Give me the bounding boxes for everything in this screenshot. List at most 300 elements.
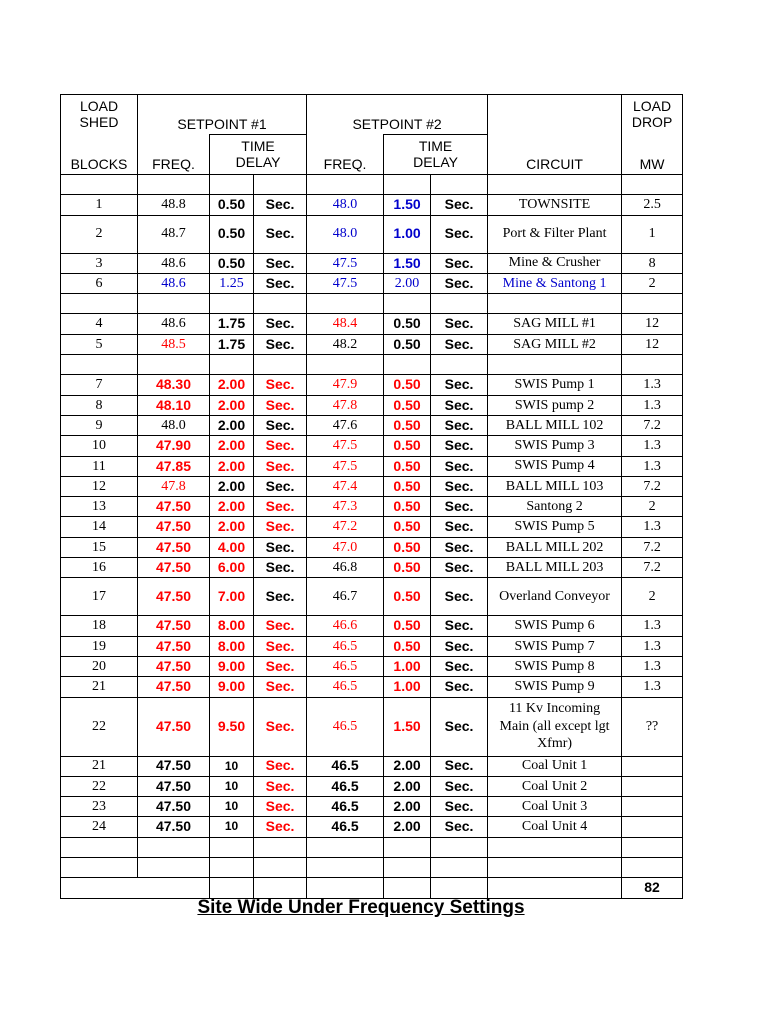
circuit-name: Mine & Crusher xyxy=(488,253,622,273)
table-row xyxy=(61,776,683,796)
setpoint2-delay: 2.00 xyxy=(384,797,431,817)
setpoint1-delay: 9.00 xyxy=(210,656,254,676)
setpoint1-sec: Sec. xyxy=(254,677,307,697)
empty-cell xyxy=(384,837,431,857)
load-drop-mw: 1.3 xyxy=(622,456,683,476)
setpoint2-sec: Sec. xyxy=(431,314,488,334)
load-drop-mw: 7.2 xyxy=(622,558,683,578)
header-freq-2: FREQ. xyxy=(307,135,384,175)
blank-row xyxy=(61,858,683,878)
setpoint2-freq: 47.3 xyxy=(307,497,384,517)
empty-cell xyxy=(307,355,384,375)
setpoint2-freq: 46.5 xyxy=(307,697,384,756)
setpoint1-freq: 47.50 xyxy=(138,776,210,796)
setpoint2-freq: 47.6 xyxy=(307,415,384,435)
circuit-name: BALL MILL 202 xyxy=(488,537,622,557)
empty-cell xyxy=(138,355,210,375)
empty-cell xyxy=(384,175,431,195)
setpoint2-delay: 1.50 xyxy=(384,195,431,215)
setpoint2-delay: 1.50 xyxy=(384,697,431,756)
circuit-name: SWIS Pump 5 xyxy=(488,517,622,537)
load-drop-mw xyxy=(622,776,683,796)
block-number: 23 xyxy=(61,797,138,817)
setpoint2-freq: 46.5 xyxy=(307,656,384,676)
table-row xyxy=(61,497,683,517)
setpoint1-sec: Sec. xyxy=(254,558,307,578)
page-title: Site Wide Under Frequency Settings xyxy=(197,897,525,918)
load-drop-mw: 1.3 xyxy=(622,636,683,656)
setpoint2-delay: 2.00 xyxy=(384,756,431,776)
empty-cell xyxy=(307,175,384,195)
setpoint2-sec: Sec. xyxy=(431,517,488,537)
setpoint1-delay: 10 xyxy=(210,776,254,796)
block-number: 1 xyxy=(61,195,138,215)
block-number: 20 xyxy=(61,656,138,676)
setpoint2-delay: 0.50 xyxy=(384,517,431,537)
circuit-name: BALL MILL 203 xyxy=(488,558,622,578)
load-drop-mw: 1.3 xyxy=(622,517,683,537)
load-drop-mw: 7.2 xyxy=(622,476,683,496)
header-blocks: BLOCKS xyxy=(61,135,138,175)
load-drop-mw: 2 xyxy=(622,497,683,517)
setpoint2-sec: Sec. xyxy=(431,456,488,476)
empty-cell xyxy=(431,878,488,898)
setpoint2-sec: Sec. xyxy=(431,497,488,517)
empty-cell xyxy=(622,858,683,878)
load-drop-mw: 1.3 xyxy=(622,395,683,415)
table-row xyxy=(61,578,683,616)
setpoint1-delay: 2.00 xyxy=(210,476,254,496)
setpoint1-sec: Sec. xyxy=(254,797,307,817)
setpoint2-sec: Sec. xyxy=(431,395,488,415)
empty-cell xyxy=(622,355,683,375)
circuit-name: SWIS Pump 7 xyxy=(488,636,622,656)
setpoint2-delay: 0.50 xyxy=(384,436,431,456)
setpoint1-sec: Sec. xyxy=(254,636,307,656)
setpoint1-delay: 2.00 xyxy=(210,497,254,517)
load-drop-mw: ?? xyxy=(622,697,683,756)
setpoint2-sec: Sec. xyxy=(431,215,488,253)
setpoint1-sec: Sec. xyxy=(254,537,307,557)
setpoint1-freq: 47.50 xyxy=(138,756,210,776)
header-time-delay-1: TIME DELAY xyxy=(210,135,307,175)
load-drop-mw: 2.5 xyxy=(622,195,683,215)
setpoint1-delay: 0.50 xyxy=(210,215,254,253)
circuit-name: SWIS Pump 9 xyxy=(488,677,622,697)
empty-cell xyxy=(138,175,210,195)
setpoint2-delay: 0.50 xyxy=(384,476,431,496)
setpoint1-sec: Sec. xyxy=(254,314,307,334)
setpoint1-delay: 8.00 xyxy=(210,636,254,656)
setpoint1-freq: 48.6 xyxy=(138,273,210,293)
setpoint1-freq: 48.6 xyxy=(138,253,210,273)
circuit-name: BALL MILL 103 xyxy=(488,476,622,496)
header-time-delay-2: TIME DELAY xyxy=(384,135,488,175)
setpoint2-freq: 47.5 xyxy=(307,456,384,476)
setpoint2-delay: 0.50 xyxy=(384,636,431,656)
setpoint1-freq: 47.50 xyxy=(138,636,210,656)
setpoint2-delay: 0.50 xyxy=(384,537,431,557)
setpoint1-delay: 2.00 xyxy=(210,436,254,456)
empty-cell xyxy=(254,294,307,314)
empty-cell xyxy=(210,858,254,878)
setpoint2-freq: 48.0 xyxy=(307,215,384,253)
setpoint1-sec: Sec. xyxy=(254,476,307,496)
setpoint1-sec: Sec. xyxy=(254,497,307,517)
empty-cell xyxy=(210,355,254,375)
block-number: 8 xyxy=(61,395,138,415)
setpoint1-delay: 0.50 xyxy=(210,253,254,273)
table-row xyxy=(61,697,683,756)
setpoint1-sec: Sec. xyxy=(254,273,307,293)
circuit-name: SAG MILL #1 xyxy=(488,314,622,334)
setpoint1-freq: 47.50 xyxy=(138,578,210,616)
empty-cell xyxy=(488,837,622,857)
table-row xyxy=(61,797,683,817)
empty-cell xyxy=(431,355,488,375)
table-row xyxy=(61,395,683,415)
setpoint2-delay: 0.50 xyxy=(384,578,431,616)
setpoint2-sec: Sec. xyxy=(431,558,488,578)
setpoint2-delay: 0.50 xyxy=(384,375,431,395)
setpoint1-sec: Sec. xyxy=(254,756,307,776)
setpoint2-delay: 2.00 xyxy=(384,776,431,796)
load-drop-mw: 1.3 xyxy=(622,616,683,636)
setpoint2-freq: 48.0 xyxy=(307,195,384,215)
setpoint2-sec: Sec. xyxy=(431,656,488,676)
setpoint1-delay: 9.00 xyxy=(210,677,254,697)
block-number: 5 xyxy=(61,334,138,354)
load-drop-mw xyxy=(622,756,683,776)
setpoint1-freq: 48.5 xyxy=(138,334,210,354)
block-number: 2 xyxy=(61,215,138,253)
empty-cell xyxy=(210,294,254,314)
setpoint2-freq: 46.6 xyxy=(307,616,384,636)
table-row xyxy=(61,456,683,476)
circuit-name: SAG MILL #2 xyxy=(488,334,622,354)
header-circuit: CIRCUIT xyxy=(488,95,622,175)
empty-cell xyxy=(384,355,431,375)
setpoint2-freq: 46.7 xyxy=(307,578,384,616)
table-row xyxy=(61,334,683,354)
setpoint2-freq: 47.4 xyxy=(307,476,384,496)
header-load-shed: LOAD SHED xyxy=(61,95,138,135)
setpoint2-delay: 0.50 xyxy=(384,616,431,636)
setpoint2-sec: Sec. xyxy=(431,677,488,697)
empty-cell xyxy=(138,858,210,878)
setpoint2-freq: 47.5 xyxy=(307,436,384,456)
setpoint1-sec: Sec. xyxy=(254,436,307,456)
setpoint1-freq: 47.50 xyxy=(138,558,210,578)
empty-cell xyxy=(254,837,307,857)
setpoint2-delay: 1.00 xyxy=(384,677,431,697)
setpoint1-freq: 47.50 xyxy=(138,656,210,676)
empty-cell xyxy=(431,294,488,314)
setpoint2-delay: 0.50 xyxy=(384,456,431,476)
setpoint2-sec: Sec. xyxy=(431,797,488,817)
setpoint2-freq: 47.0 xyxy=(307,537,384,557)
setpoint1-delay: 2.00 xyxy=(210,395,254,415)
block-number: 22 xyxy=(61,776,138,796)
circuit-name: 11 Kv Incoming Main (all except lgt Xfmr) xyxy=(488,697,622,756)
header-freq-1: FREQ. xyxy=(138,135,210,175)
circuit-name: BALL MILL 102 xyxy=(488,415,622,435)
block-number: 10 xyxy=(61,436,138,456)
table-row xyxy=(61,636,683,656)
setpoint1-delay: 1.25 xyxy=(210,273,254,293)
setpoint1-delay: 10 xyxy=(210,817,254,837)
empty-cell xyxy=(488,355,622,375)
setpoint1-delay: 1.75 xyxy=(210,314,254,334)
empty-cell xyxy=(61,858,138,878)
setpoint1-freq: 48.0 xyxy=(138,415,210,435)
setpoint1-sec: Sec. xyxy=(254,456,307,476)
block-number: 6 xyxy=(61,273,138,293)
empty-cell xyxy=(307,858,384,878)
setpoint1-sec: Sec. xyxy=(254,776,307,796)
block-number: 22 xyxy=(61,697,138,756)
setpoint2-freq: 46.5 xyxy=(307,636,384,656)
empty-cell xyxy=(254,878,307,898)
header-mw: MW xyxy=(622,135,683,175)
block-number: 16 xyxy=(61,558,138,578)
setpoint1-sec: Sec. xyxy=(254,415,307,435)
setpoint1-delay: 0.50 xyxy=(210,195,254,215)
circuit-name: TOWNSITE xyxy=(488,195,622,215)
table-row xyxy=(61,616,683,636)
setpoint1-sec: Sec. xyxy=(254,817,307,837)
empty-cell xyxy=(138,294,210,314)
setpoint1-delay: 1.75 xyxy=(210,334,254,354)
setpoint1-freq: 47.90 xyxy=(138,436,210,456)
block-number: 15 xyxy=(61,537,138,557)
setpoint1-delay: 2.00 xyxy=(210,456,254,476)
table-row xyxy=(61,375,683,395)
setpoint2-freq: 48.2 xyxy=(307,334,384,354)
block-number: 4 xyxy=(61,314,138,334)
empty-cell xyxy=(384,294,431,314)
circuit-name: Mine & Santong 1 xyxy=(488,273,622,293)
setpoint2-freq: 48.4 xyxy=(307,314,384,334)
setpoint2-delay: 1.00 xyxy=(384,215,431,253)
empty-cell xyxy=(61,355,138,375)
setpoint2-sec: Sec. xyxy=(431,436,488,456)
setpoint2-freq: 47.9 xyxy=(307,375,384,395)
empty-cell xyxy=(488,175,622,195)
table-row xyxy=(61,677,683,697)
table-row xyxy=(61,756,683,776)
setpoint1-sec: Sec. xyxy=(254,215,307,253)
load-drop-mw: 7.2 xyxy=(622,415,683,435)
setpoint2-sec: Sec. xyxy=(431,476,488,496)
load-shed-table xyxy=(60,94,683,899)
load-drop-mw: 7.2 xyxy=(622,537,683,557)
load-drop-mw: 1.3 xyxy=(622,677,683,697)
setpoint2-delay: 2.00 xyxy=(384,273,431,293)
setpoint1-freq: 48.7 xyxy=(138,215,210,253)
setpoint2-freq: 46.8 xyxy=(307,558,384,578)
setpoint1-sec: Sec. xyxy=(254,616,307,636)
setpoint2-sec: Sec. xyxy=(431,273,488,293)
empty-cell xyxy=(488,858,622,878)
setpoint2-freq: 46.5 xyxy=(307,756,384,776)
setpoint2-sec: Sec. xyxy=(431,334,488,354)
empty-cell xyxy=(307,294,384,314)
empty-cell xyxy=(210,878,254,898)
setpoint2-delay: 0.50 xyxy=(384,334,431,354)
block-number: 3 xyxy=(61,253,138,273)
setpoint2-delay: 0.50 xyxy=(384,558,431,578)
setpoint1-sec: Sec. xyxy=(254,253,307,273)
empty-cell xyxy=(210,175,254,195)
setpoint1-sec: Sec. xyxy=(254,578,307,616)
setpoint1-sec: Sec. xyxy=(254,195,307,215)
table-row xyxy=(61,215,683,253)
setpoint2-freq: 46.5 xyxy=(307,797,384,817)
empty-cell xyxy=(254,355,307,375)
circuit-name: SWIS Pump 8 xyxy=(488,656,622,676)
setpoint1-delay: 10 xyxy=(210,797,254,817)
empty-cell xyxy=(61,878,138,898)
setpoint2-sec: Sec. xyxy=(431,756,488,776)
block-number: 24 xyxy=(61,817,138,837)
setpoint2-delay: 0.50 xyxy=(384,395,431,415)
setpoint1-delay: 2.00 xyxy=(210,415,254,435)
setpoint1-delay: 6.00 xyxy=(210,558,254,578)
setpoint2-freq: 47.5 xyxy=(307,253,384,273)
load-drop-mw: 12 xyxy=(622,334,683,354)
setpoint1-freq: 48.8 xyxy=(138,195,210,215)
setpoint2-delay: 2.00 xyxy=(384,817,431,837)
setpoint2-sec: Sec. xyxy=(431,636,488,656)
block-number: 18 xyxy=(61,616,138,636)
empty-cell xyxy=(138,878,210,898)
load-drop-mw: 12 xyxy=(622,314,683,334)
setpoint1-delay: 8.00 xyxy=(210,616,254,636)
setpoint2-sec: Sec. xyxy=(431,578,488,616)
setpoint1-freq: 47.50 xyxy=(138,697,210,756)
block-number: 12 xyxy=(61,476,138,496)
empty-cell xyxy=(431,837,488,857)
circuit-name: SWIS Pump 4 xyxy=(488,456,622,476)
setpoint1-sec: Sec. xyxy=(254,517,307,537)
empty-cell xyxy=(307,837,384,857)
header-setpoint-2: SETPOINT #2 xyxy=(307,95,488,135)
circuit-name: Overland Conveyor xyxy=(488,578,622,616)
table-row xyxy=(61,476,683,496)
total-row xyxy=(61,878,683,898)
empty-cell xyxy=(384,858,431,878)
setpoint1-freq: 47.50 xyxy=(138,817,210,837)
setpoint1-sec: Sec. xyxy=(254,697,307,756)
block-number: 7 xyxy=(61,375,138,395)
setpoint1-freq: 47.85 xyxy=(138,456,210,476)
setpoint2-freq: 47.5 xyxy=(307,273,384,293)
table-row xyxy=(61,415,683,435)
load-drop-mw: 2 xyxy=(622,578,683,616)
setpoint2-sec: Sec. xyxy=(431,616,488,636)
circuit-name: Coal Unit 2 xyxy=(488,776,622,796)
load-drop-mw: 2 xyxy=(622,273,683,293)
load-drop-mw xyxy=(622,817,683,837)
block-number: 21 xyxy=(61,677,138,697)
block-number: 21 xyxy=(61,756,138,776)
setpoint2-sec: Sec. xyxy=(431,537,488,557)
setpoint2-sec: Sec. xyxy=(431,253,488,273)
empty-cell xyxy=(622,294,683,314)
table-row xyxy=(61,656,683,676)
empty-cell xyxy=(61,294,138,314)
empty-cell xyxy=(488,294,622,314)
blank-row xyxy=(61,175,683,195)
setpoint1-freq: 48.6 xyxy=(138,314,210,334)
setpoint2-delay: 0.50 xyxy=(384,314,431,334)
block-number: 9 xyxy=(61,415,138,435)
setpoint2-sec: Sec. xyxy=(431,375,488,395)
empty-cell xyxy=(210,837,254,857)
load-drop-mw: 1.3 xyxy=(622,656,683,676)
setpoint2-delay: 1.00 xyxy=(384,656,431,676)
setpoint1-freq: 47.50 xyxy=(138,497,210,517)
setpoint2-sec: Sec. xyxy=(431,415,488,435)
table-row xyxy=(61,537,683,557)
setpoint1-delay: 2.00 xyxy=(210,375,254,395)
empty-cell xyxy=(254,175,307,195)
setpoint1-delay: 7.00 xyxy=(210,578,254,616)
circuit-name: Coal Unit 1 xyxy=(488,756,622,776)
block-number: 13 xyxy=(61,497,138,517)
blank-row xyxy=(61,294,683,314)
empty-cell xyxy=(622,837,683,857)
load-drop-mw: 8 xyxy=(622,253,683,273)
load-drop-mw: 1.3 xyxy=(622,436,683,456)
setpoint1-delay: 4.00 xyxy=(210,537,254,557)
load-drop-mw xyxy=(622,797,683,817)
table-row xyxy=(61,253,683,273)
circuit-name: SWIS Pump 1 xyxy=(488,375,622,395)
table-row xyxy=(61,195,683,215)
block-number: 14 xyxy=(61,517,138,537)
setpoint1-delay: 2.00 xyxy=(210,517,254,537)
empty-cell xyxy=(488,878,622,898)
table-row xyxy=(61,314,683,334)
table-row xyxy=(61,558,683,578)
empty-cell xyxy=(254,858,307,878)
setpoint1-freq: 47.50 xyxy=(138,616,210,636)
setpoint2-sec: Sec. xyxy=(431,697,488,756)
circuit-name: Coal Unit 3 xyxy=(488,797,622,817)
header-setpoint-1: SETPOINT #1 xyxy=(138,95,307,135)
setpoint2-delay: 1.50 xyxy=(384,253,431,273)
circuit-name: Santong 2 xyxy=(488,497,622,517)
setpoint1-sec: Sec. xyxy=(254,656,307,676)
block-number: 11 xyxy=(61,456,138,476)
load-drop-mw: 1.3 xyxy=(622,375,683,395)
setpoint1-sec: Sec. xyxy=(254,395,307,415)
empty-cell xyxy=(622,175,683,195)
empty-cell xyxy=(431,175,488,195)
empty-cell xyxy=(307,878,384,898)
setpoint2-delay: 0.50 xyxy=(384,497,431,517)
table-row xyxy=(61,273,683,293)
setpoint2-freq: 47.2 xyxy=(307,517,384,537)
empty-cell xyxy=(61,175,138,195)
table-row xyxy=(61,517,683,537)
empty-cell xyxy=(61,837,138,857)
blank-row xyxy=(61,355,683,375)
circuit-name: SWIS Pump 6 xyxy=(488,616,622,636)
empty-cell xyxy=(138,837,210,857)
